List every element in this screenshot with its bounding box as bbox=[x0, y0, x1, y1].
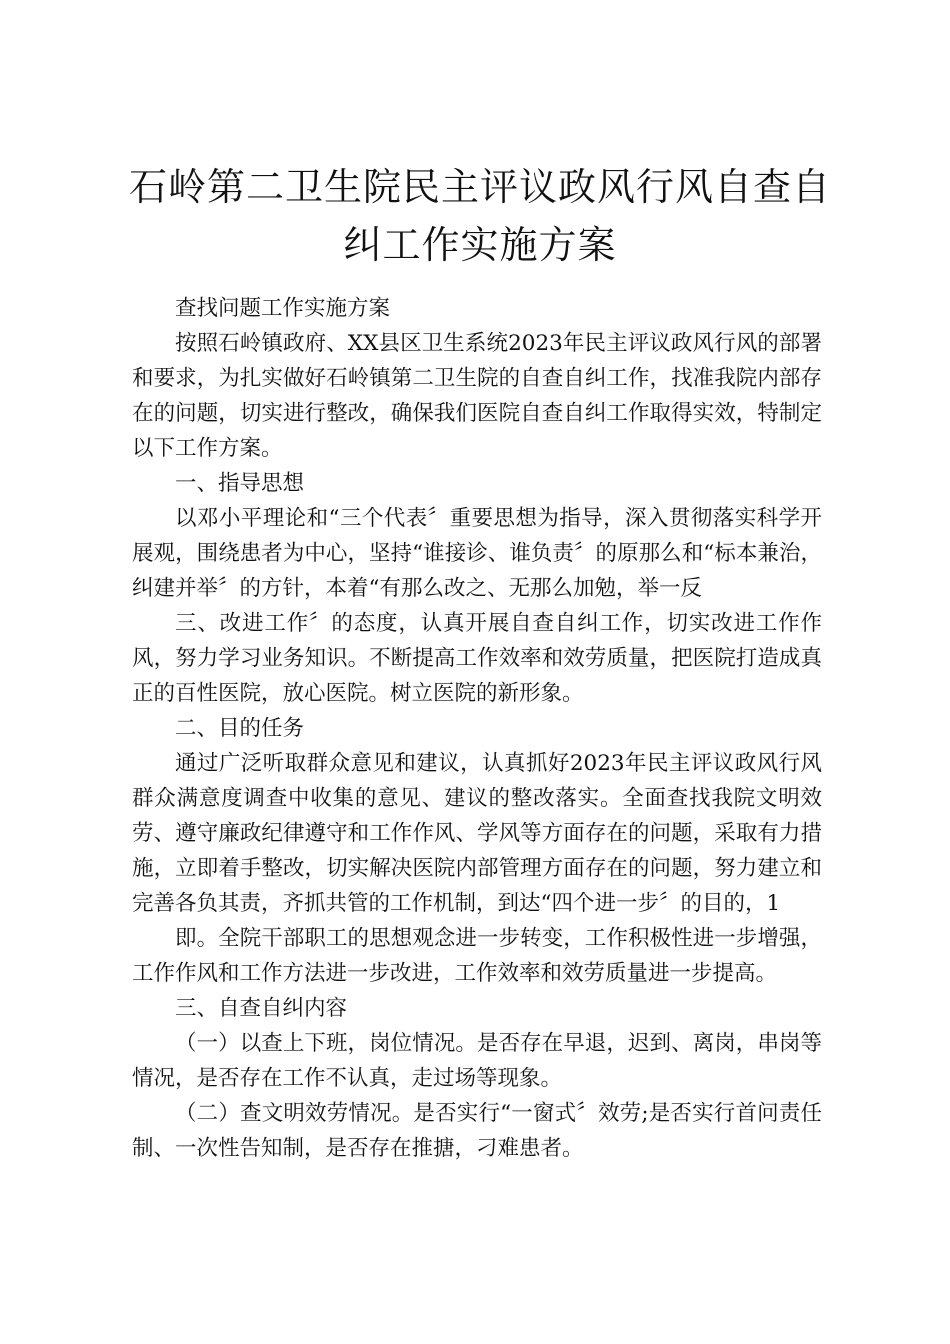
paragraph-subtitle: 查找问题工作实施方案 bbox=[175, 296, 391, 321]
paragraph-objectives: 通过广泛听取群众意见和建议，认真抓好2023年民主评议政风行风群众满意度调查中收集的意见、建议的整改落实。全面查找我院文明效劳、遵守廉政纪律遵守和工作作风、学风等方面存在的问题，采取有力措施，立即着手整改，切实解决医院内部管理方面存在的问题，努力建立和完善各负其责，齐抓共管的工作机制，到达“四个进一步〞的目的，1 bbox=[132, 751, 822, 916]
document-title: 石岭第二卫生院民主评议政风行风自查自纠工作实施方案 bbox=[128, 165, 831, 267]
paragraph-check-attendance: （一）以查上下班，岗位情况。是否存在早退，迟到、离岗，串岗等情况，是否存在工作不认真，走过场等现象。 bbox=[132, 1031, 822, 1091]
paragraph-check-service: （二）查文明效劳情况。是否实行“一窗式〞效劳;是否实行首问责任制、一次性告知制，是否存在推搪，刁难患者。 bbox=[132, 1101, 822, 1161]
paragraph-improve-work: 三、改进工作〞的态度，认真开展自查自纠工作，切实改进工作作风，努力学习业务知识。不断提高工作效率和效劳质量，把医院打造成真正的百性医院，放心医院。树立医院的新形象。 bbox=[132, 611, 822, 706]
paragraph-intro: 按照石岭镇政府、XX县区卫生系统2023年民主评议政风行风的部署和要求，为扎实做好石岭镇第二卫生院的自查自纠工作，找准我院内部存在的问题，切实进行整改，确保我们医院自查自纠工作取得实效，特制定以下工作方案。 bbox=[132, 331, 822, 461]
document-body bbox=[132, 291, 822, 1166]
heading-guiding-ideology: 一、指导思想 bbox=[175, 471, 305, 496]
heading-self-check-content: 三、自查自纠内容 bbox=[175, 996, 348, 1021]
paragraph-guiding-ideology: 以邓小平理论和“三个代表〞重要思想为指导，深入贯彻落实科学开展观，围绕患者为中心，坚持“谁接诊、谁负责〞的原那么和“标本兼治，纠建并举〞的方针，本着“有那么改之、无那么加勉，举一反 bbox=[132, 506, 822, 601]
paragraph-objectives-cont: 即。全院干部职工的思想观念进一步转变，工作积极性进一步增强，工作作风和工作方法进一步改进，工作效率和效劳质量进一步提高。 bbox=[132, 926, 822, 986]
heading-objectives: 二、目的任务 bbox=[175, 716, 305, 741]
